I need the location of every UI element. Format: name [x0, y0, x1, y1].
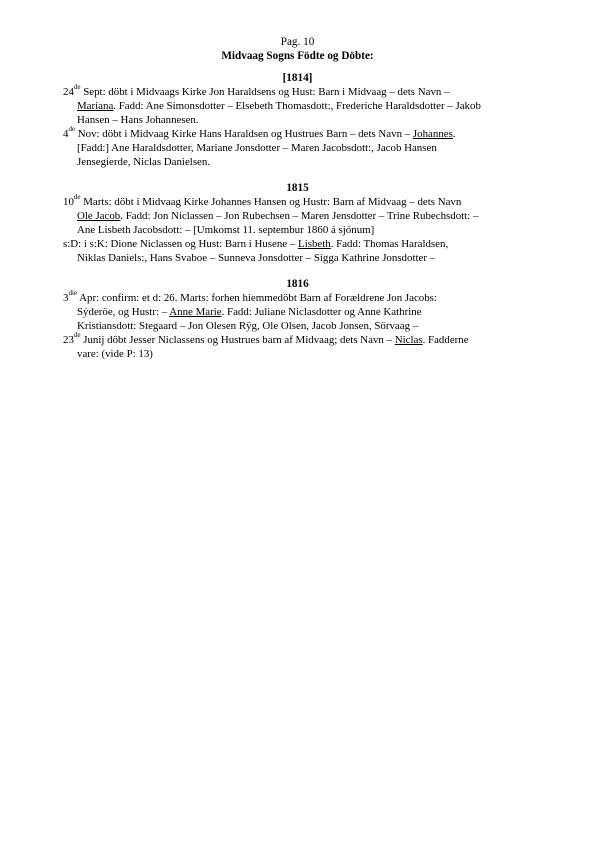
page-title: Midvaag Sogns Födte og Döbte:: [221, 50, 374, 62]
entry-date: 23: [63, 334, 74, 346]
entry-text: .: [452, 128, 456, 140]
record-entry: [63, 237, 533, 265]
entry-date: 24: [63, 86, 74, 98]
entry-line: [63, 333, 533, 347]
entry-line: [63, 209, 533, 223]
entry-text: Hansen – Hans Johannesen.: [77, 114, 199, 127]
ordinal-suffix: die: [68, 289, 78, 298]
record-entry: [63, 333, 533, 361]
entry-text: . Fadd: Juliane Niclasdotter og Anne Kathrine: [221, 306, 422, 319]
entry-text: s:D: i s:K: Dione Niclassen og Hust: Barn i Husene –: [63, 238, 299, 250]
entry-text: Sept: döbt i Midvaags Kirke Jon Haraldsens og Hust: Barn i Midvaag – dets Navn –: [80, 86, 450, 98]
child-name: Niclas: [394, 334, 423, 346]
entry-line: [63, 113, 533, 127]
child-name: Anne Marie: [169, 306, 222, 319]
record-entry: [63, 291, 533, 334]
entry-line: [63, 347, 533, 361]
entry-text: . Fadd: Jon Niclassen – Jon Rubechsen – Maren Jensdotter – Trine Rubechsdott: –: [120, 210, 479, 223]
entry-text: . Fadderne: [422, 334, 469, 346]
year-heading-1815: 1815: [286, 182, 309, 194]
entry-text: Marts: döbt i Midvaag Kirke Johannes Hansen og Hustr: Barn af Midvaag – dets Navn: [80, 196, 462, 208]
entry-line: [63, 195, 533, 209]
entry-text: . Fadd: Ane Simonsdotter – Elsebeth Thomasdott:, Frederiche Haraldsdotter – Jakob: [113, 100, 481, 113]
entry-text: vare: (vide P: 13): [77, 348, 153, 361]
page-label: Pag. 10: [280, 36, 315, 48]
entry-line: [63, 251, 533, 265]
entry-line: [63, 141, 533, 155]
entry-text: Sýderöe, og Hustr: –: [77, 306, 170, 319]
entry-date: 3: [63, 292, 69, 304]
record-entry: [63, 195, 533, 238]
ordinal-suffix: de: [68, 125, 76, 134]
child-name: Johannes: [412, 128, 453, 140]
entry-text: Jensegierde, Niclas Danielsen.: [77, 156, 211, 169]
child-name: Lisbeth: [298, 238, 331, 250]
entry-line: [63, 319, 533, 333]
entry-date: 10: [63, 196, 74, 208]
entry-line: [63, 291, 533, 305]
entry-text: Kristiansdott: Stegaard – Jon Olesen Rÿg, Ole Olsen, Jacob Jonsen, Sörvaag –: [77, 320, 419, 333]
entry-text: Apr: confirm: et d: 26. Marts: forhen hiemmedöbt Barn af Forældrene Jon Jacobs:: [77, 292, 437, 304]
child-name: Ole Jacob: [77, 210, 121, 223]
entry-date: 4: [63, 128, 69, 140]
entry-text: [Fadd:] Ane Haraldsdotter, Mariane Jonsdotter – Maren Jacobsdott:, Jacob Hansen: [77, 142, 437, 155]
ordinal-suffix: de: [73, 83, 81, 92]
entry-line: [63, 85, 533, 99]
ordinal-suffix: de: [73, 331, 81, 340]
entry-text: . Fadd: Thomas Haraldsen,: [330, 238, 449, 250]
ordinal-suffix: de: [73, 193, 81, 202]
entry-line: [63, 127, 533, 141]
record-entry: [63, 85, 533, 128]
entry-text: Nov: döbt i Midvaag Kirke Hans Haraldsen og Hustrues Barn – dets Navn –: [75, 128, 413, 140]
entry-line: [63, 237, 533, 251]
entry-line: [63, 155, 533, 169]
record-entry: [63, 127, 533, 170]
entry-line: [63, 99, 533, 113]
entry-line: [63, 223, 533, 237]
year-heading-1816: 1816: [286, 278, 309, 290]
entry-line: [63, 305, 533, 319]
year-heading-1814: [1814]: [282, 72, 313, 84]
entry-text: Junij döbt Jesser Niclassens og Hustrues barn af Midvaag; dets Navn –: [80, 334, 395, 346]
entry-text: Niklas Daniels:, Hans Svaboe – Sunneva Jonsdotter – Sigga Kathrine Jonsdotter –: [77, 252, 436, 265]
child-name: Mariana: [77, 100, 114, 113]
entry-text: Ane Lisbeth Jacobsdott: – [Umkomst 11. septembur 1860 á sjónum]: [77, 224, 375, 237]
